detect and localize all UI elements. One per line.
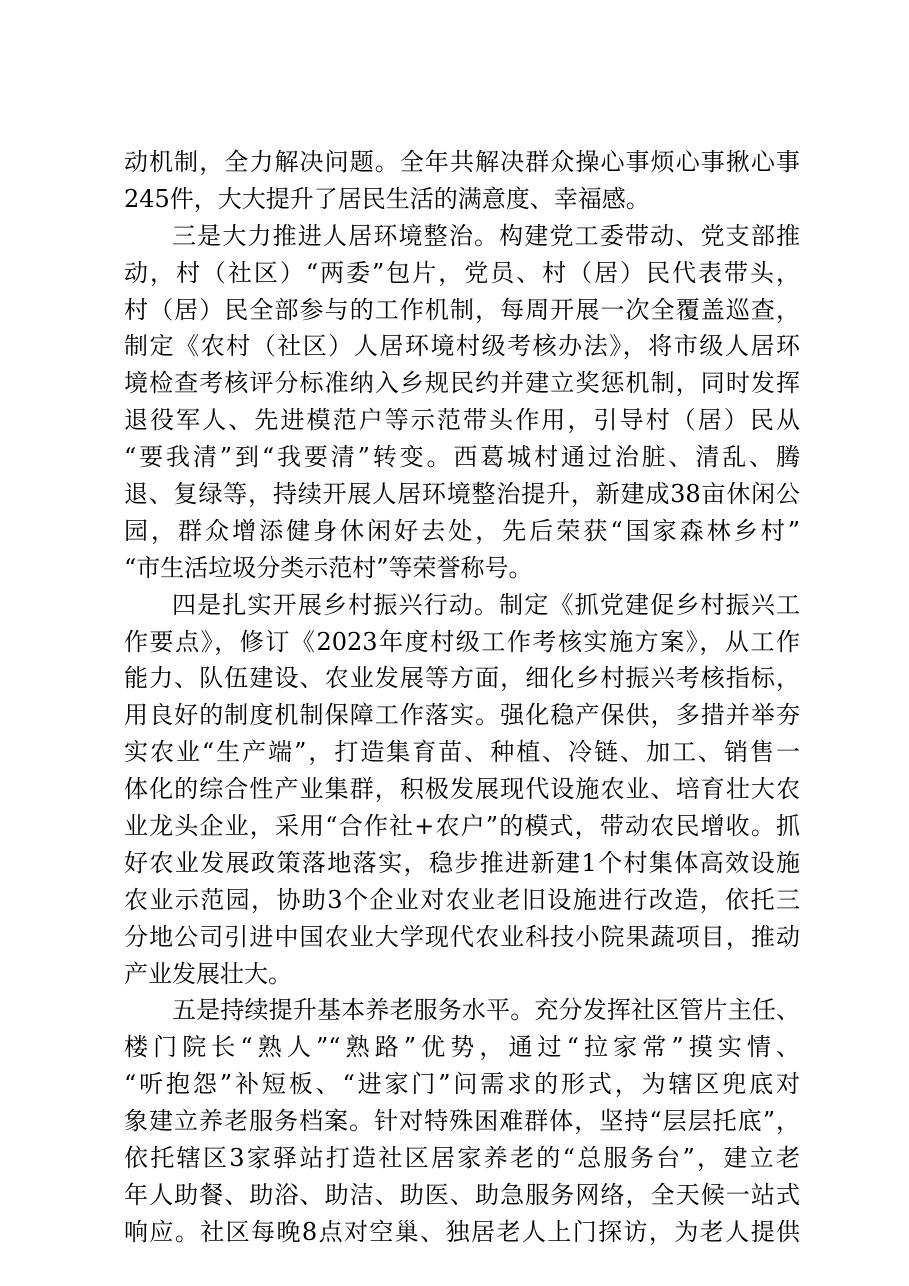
text-line: 能力、队伍建设、农业发展等方面，细化乡村振兴考核指标， (124, 664, 800, 693)
paragraph-2 (124, 218, 800, 587)
text-line: 五是持续提升基本养老服务水平。充分发挥社区管片主任、 (172, 996, 800, 1025)
text-line: 用良好的制度机制保障工作落实。强化稳产保供，多措并举夯 (124, 701, 800, 730)
text-line: 好农业发展政策落地落实，稳步推进新建1个村集体高效设施 (124, 848, 800, 877)
text-line: 业龙头企业，采用“合作社+农户”的模式，带动农民增收。抓 (124, 812, 800, 841)
text-line: “市生活垃圾分类示范村”等荣誉称号。 (124, 553, 533, 582)
text-line: 作要点》，修订《2023年度村级工作考核实施方案》，从工作 (124, 627, 800, 656)
paragraph-4 (124, 992, 800, 1250)
text-line: 动机制，全力解决问题。全年共解决群众操心事烦心事揪心事 (124, 148, 800, 176)
text-line: 村（居）民全部参与的工作机制，每周开展一次全覆盖巡查， (124, 295, 800, 324)
text-line: 响应。社区每晚8点对空巢、独居老人上门探访，为老人提供 (124, 1217, 800, 1246)
text-line: 年人助餐、助浴、助洁、助医、助急服务网络，全天候一站式 (124, 1180, 800, 1209)
paragraph-3 (124, 587, 800, 993)
text-line: 象建立养老服务档案。针对特殊困难群体，坚持“层层托底”， (124, 1107, 800, 1136)
text-line: 体化的综合性产业集群，积极发展现代设施农业、培育壮大农 (124, 775, 800, 804)
text-line: 四是扎实开展乡村振兴行动。制定《抓党建促乡村振兴工 (172, 590, 800, 619)
text-line: 分地公司引进中国农业大学现代农业科技小院果蔬项目，推动 (124, 922, 800, 951)
text-line: “听抱怨”补短板、“进家门”问需求的形式，为辖区兜底对 (124, 1070, 800, 1099)
text-line: 园，群众增添健身休闲好去处，先后荣获“国家森林乡村” (124, 516, 800, 545)
text-line: 实农业“生产端”，打造集育苗、种植、冷链、加工、销售一 (124, 738, 800, 767)
text-line: 三是大力推进人居环境整治。构建党工委带动、党支部推 (172, 221, 800, 250)
text-line: 依托辖区3家驿站打造社区居家养老的“总服务台”，建立老 (124, 1144, 800, 1173)
text-line: 245件，大大提升了居民生活的满意度、幸福感。 (124, 184, 650, 213)
text-line: 退、复绿等，持续开展人居环境整治提升，新建成38亩休闲公 (124, 480, 800, 509)
text-line: 境检查考核评分标准纳入乡规民约并建立奖惩机制，同时发挥 (124, 369, 800, 398)
text-line: “要我清”到“我要清”转变。西葛城村通过治脏、清乱、腾 (124, 443, 800, 472)
body-text (124, 144, 800, 1251)
paragraph-1 (124, 144, 800, 218)
text-line: 楼门院长“熟人”“熟路”优势，通过“拉家常”摸实情、 (124, 1033, 800, 1062)
text-line: 动，村（社区）“两委”包片，党员、村（居）民代表带头， (124, 258, 800, 287)
text-line: 制定《农村（社区）人居环境村级考核办法》，将市级人居环 (124, 332, 800, 361)
text-line: 农业示范园，协助3个企业对农业老旧设施进行改造，依托三 (124, 885, 800, 914)
text-line: 产业发展壮大。 (124, 959, 292, 988)
text-line: 退役军人、先进模范户等示范带头作用，引导村（居）民从 (124, 406, 800, 435)
